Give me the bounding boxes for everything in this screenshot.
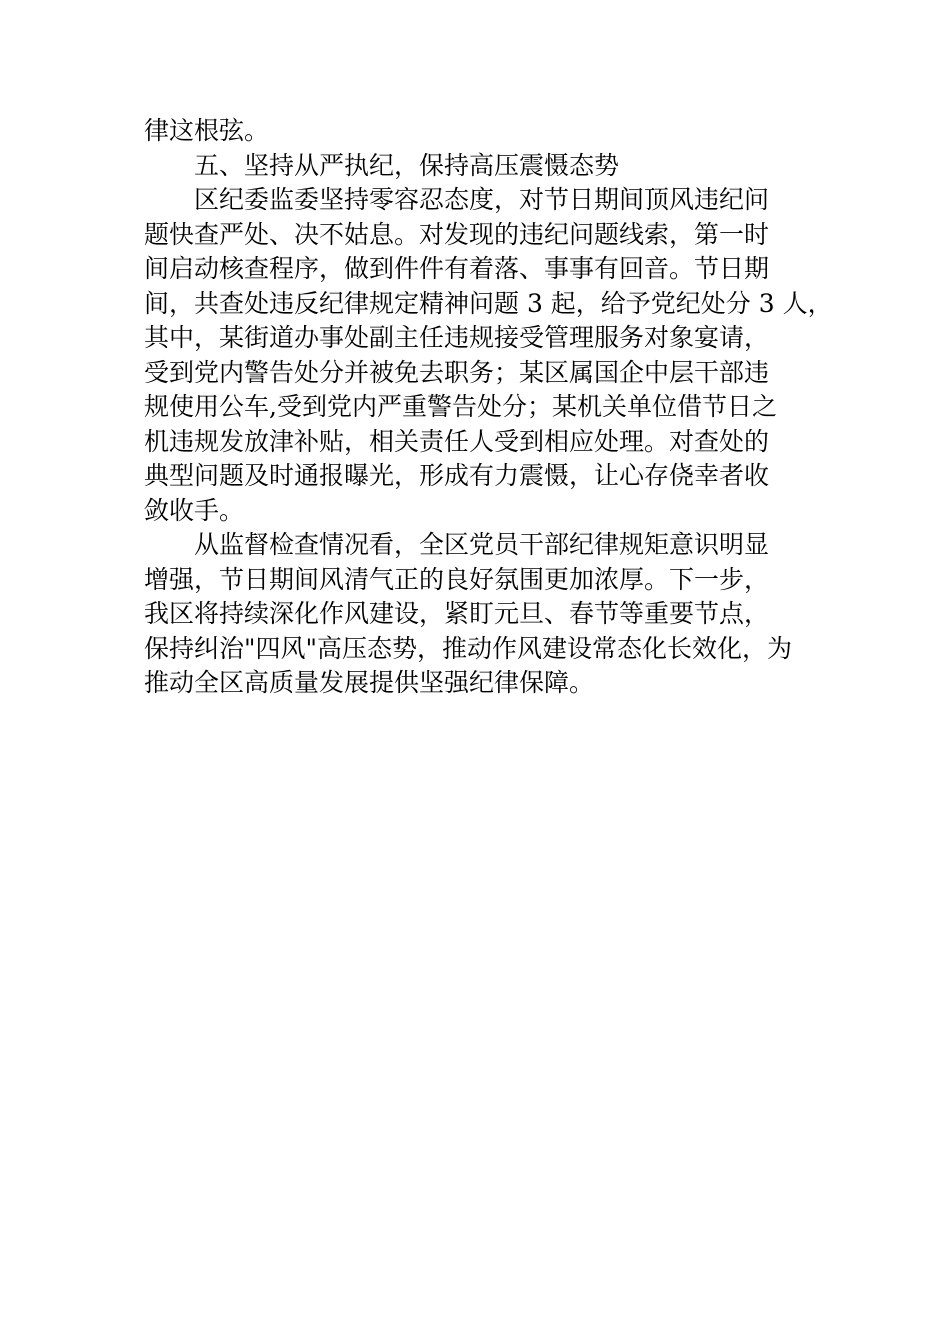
text-line-13: 从监督检查情况看，全区党员干部纪律规矩意识明显 xyxy=(194,530,770,559)
text-line-14: 增强，节日期间风清气正的良好氛围更加浓厚。下一步， xyxy=(144,564,770,594)
text-line-7: 其中，某街道办事处副主任违规接受管理服务对象宴请， xyxy=(144,323,770,352)
text-line-3: 区纪委监委坚持零容忍态度，对节日期间顶风违纪问 xyxy=(194,185,770,214)
section-heading: 五、坚持从严执纪，保持高压震慑态势 xyxy=(194,150,620,180)
text-line-9: 规使用公车,受到党内严重警告处分；某机关单位借节日之 xyxy=(144,392,777,421)
text-line-11: 典型问题及时通报曝光，形成有力震慑，让心存侥幸者收 xyxy=(144,461,770,490)
text-line-1: 律这根弦。 xyxy=(144,116,270,145)
text-line-16: 保持纠治"四风"高压态势，推动作风建设常态化长效化，为 xyxy=(144,633,793,663)
text-line-5: 间启动核查程序，做到件件有着落、事事有回音。节日期 xyxy=(144,254,770,283)
text-line-12: 敛收手。 xyxy=(144,495,245,525)
text-line-6: 间，共查处违反纪律规定精神问题 3 起，给予党纪处分 3 人， xyxy=(144,288,833,318)
document-body xyxy=(144,114,833,701)
text-line-10: 机违规发放津补贴，相关责任人受到相应处理。对查处的 xyxy=(144,426,770,456)
text-line-4: 题快查严处、决不姑息。对发现的违纪问题线索，第一时 xyxy=(144,219,770,249)
text-line-15: 我区将持续深化作风建设，紧盯元旦、春节等重要节点， xyxy=(144,599,770,628)
text-line-8: 受到党内警告处分并被免去职务；某区属国企中层干部违 xyxy=(144,357,770,387)
text-line-17: 推动全区高质量发展提供坚强纪律保障。 xyxy=(144,668,595,697)
